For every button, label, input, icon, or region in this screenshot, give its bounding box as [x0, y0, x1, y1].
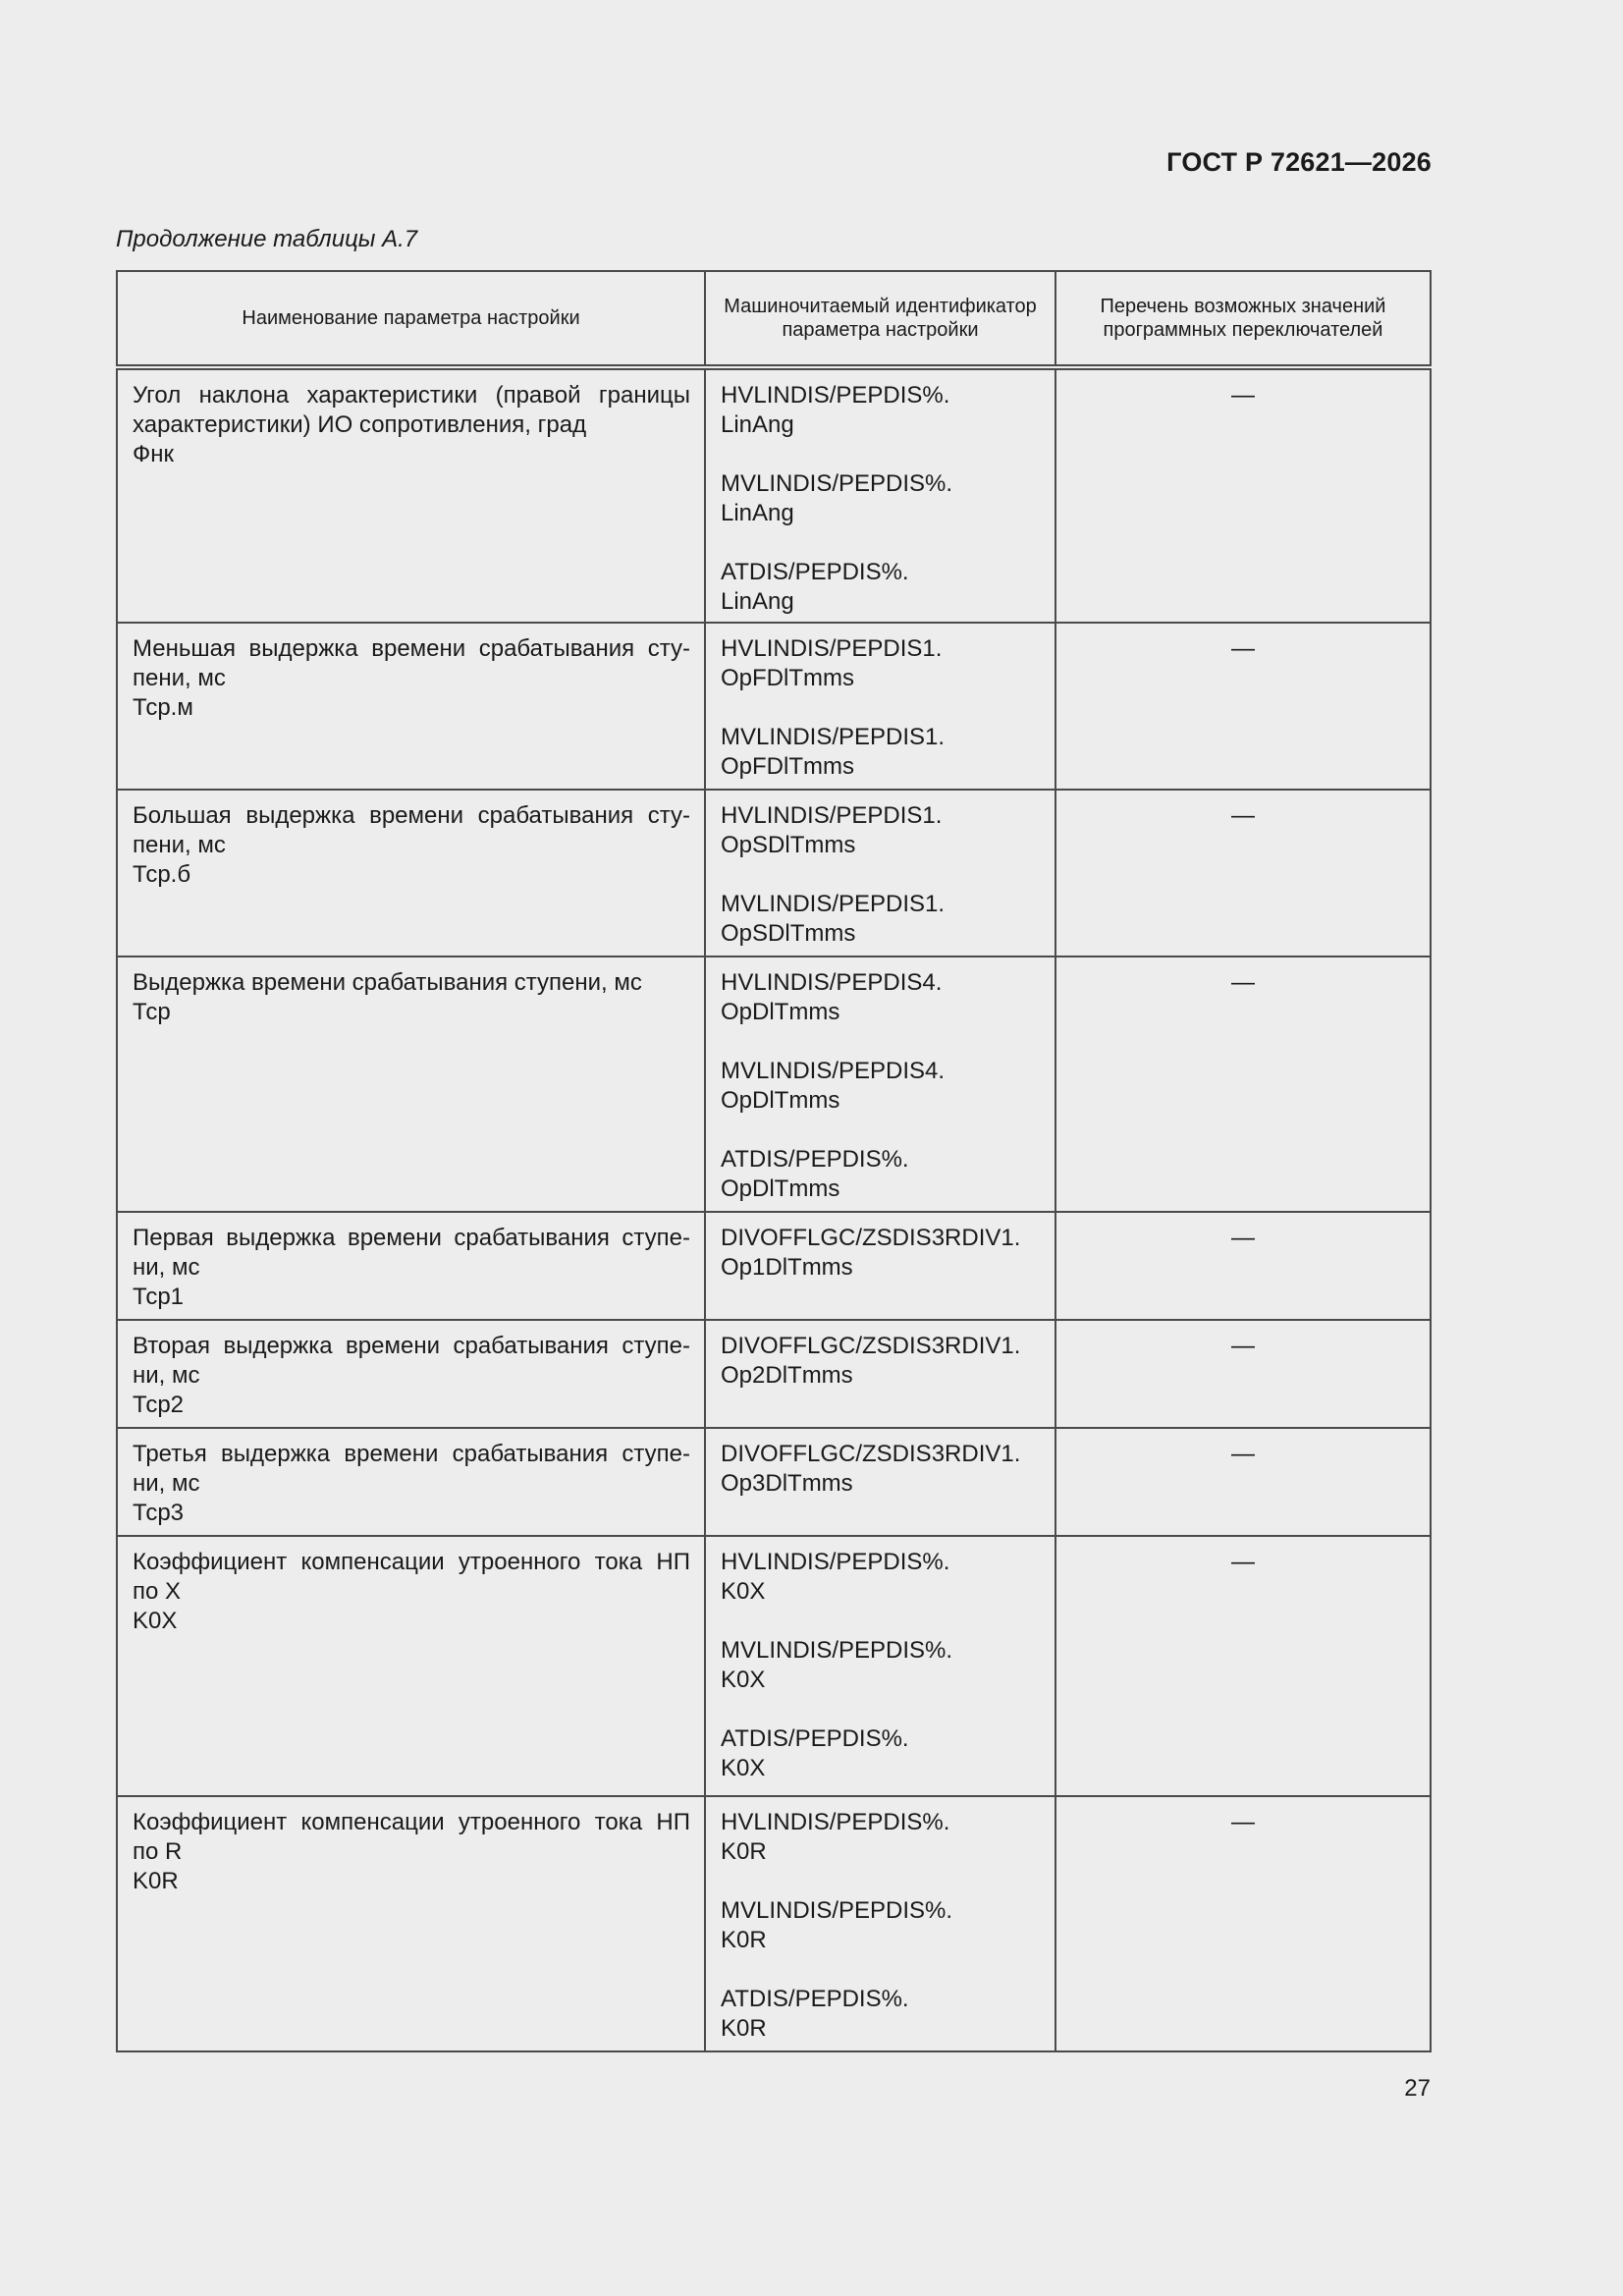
parameters-table — [116, 270, 1432, 2052]
identifier-group — [721, 634, 1045, 693]
identifier-group — [721, 1440, 1045, 1499]
switch-values-cell: — — [1055, 790, 1431, 957]
identifier-group — [721, 723, 1045, 782]
switch-values-cell: — — [1055, 1428, 1431, 1536]
parameter-symbol: K0X — [133, 1608, 178, 1634]
column-header-identifier: Машиночитаемый идентификатор параметра настройки — [705, 271, 1055, 367]
parameter-name: Угол наклона характеристики (правой границы характеристики) ИО сопротивления, град — [133, 382, 690, 438]
switch-values-cell: — — [1055, 1212, 1431, 1320]
identifier-line: DIVOFFLGC/ZSDIS3RDIV1. — [721, 1333, 1021, 1359]
identifier-line: MVLINDIS/PEPDIS1. — [721, 724, 946, 750]
identifier-line: DIVOFFLGC/ZSDIS3RDIV1. — [721, 1441, 1021, 1467]
identifier-line: LinAng — [721, 411, 794, 438]
identifier-group — [721, 1985, 1045, 2044]
identifier-group — [721, 1057, 1045, 1116]
parameter-name: Коэффициент компенсации утроенного тока НП по X — [133, 1549, 690, 1605]
parameter-name-cell — [117, 623, 705, 790]
parameter-name-cell — [117, 1212, 705, 1320]
parameter-symbol: Тср1 — [133, 1284, 185, 1310]
parameter-name: Первая выдержка времени срабатывания ступе-ни, мс — [133, 1225, 690, 1281]
table-row — [117, 1428, 1431, 1536]
identifier-cell — [705, 367, 1055, 623]
identifier-line: K0R — [721, 1838, 767, 1865]
parameter-name-cell — [117, 790, 705, 957]
parameter-name: Вторая выдержка времени срабатывания ступе-ни, мс — [133, 1333, 690, 1389]
identifier-line: DIVOFFLGC/ZSDIS3RDIV1. — [721, 1225, 1021, 1251]
identifier-group — [721, 1808, 1045, 1867]
switch-values-cell: — — [1055, 367, 1431, 623]
identifier-cell — [705, 1320, 1055, 1428]
identifier-cell — [705, 623, 1055, 790]
identifier-line: K0R — [721, 1927, 767, 1953]
identifier-line: OpDlTmms — [721, 999, 840, 1025]
parameter-symbol: K0R — [133, 1868, 179, 1894]
table-row — [117, 1320, 1431, 1428]
parameter-symbol: Тср2 — [133, 1392, 185, 1418]
identifier-group — [721, 1724, 1045, 1783]
identifier-line: ATDIS/PEPDIS%. — [721, 1725, 909, 1752]
identifier-cell — [705, 1212, 1055, 1320]
identifier-line: HVLINDIS/PEPDIS%. — [721, 1809, 950, 1835]
document-header: ГОСТ Р 72621—2026 — [1166, 147, 1432, 177]
identifier-line: OpSDlTmms — [721, 832, 856, 858]
identifier-cell — [705, 1536, 1055, 1796]
identifier-line: HVLINDIS/PEPDIS%. — [721, 382, 950, 409]
identifier-line: K0X — [721, 1667, 766, 1693]
parameter-name-cell — [117, 1796, 705, 2051]
identifier-group — [721, 890, 1045, 949]
identifier-group — [721, 1332, 1045, 1391]
table-row — [117, 1212, 1431, 1320]
identifier-line: ATDIS/PEPDIS%. — [721, 1146, 909, 1173]
identifier-group — [721, 1145, 1045, 1204]
table-row — [117, 367, 1431, 623]
identifier-line: MVLINDIS/PEPDIS%. — [721, 1897, 953, 1924]
table-row — [117, 957, 1431, 1212]
identifier-line: HVLINDIS/PEPDIS1. — [721, 635, 943, 662]
identifier-line: MVLINDIS/PEPDIS%. — [721, 470, 953, 497]
identifier-line: K0R — [721, 2015, 767, 2042]
identifier-line: HVLINDIS/PEPDIS%. — [721, 1549, 950, 1575]
identifier-cell — [705, 1796, 1055, 2051]
page-number: 27 — [1404, 2075, 1431, 2102]
identifier-line: K0X — [721, 1578, 766, 1605]
identifier-line: OpDlTmms — [721, 1087, 840, 1114]
identifier-line: MVLINDIS/PEPDIS1. — [721, 891, 946, 917]
parameter-name: Коэффициент компенсации утроенного тока НП по R — [133, 1809, 690, 1865]
identifier-group — [721, 1548, 1045, 1607]
identifier-line: ATDIS/PEPDIS%. — [721, 559, 909, 585]
table-caption: Продолжение таблицы А.7 — [116, 226, 418, 252]
column-header-name: Наименование параметра настройки — [117, 271, 705, 367]
identifier-cell — [705, 790, 1055, 957]
identifier-line: OpFDlTmms — [721, 665, 854, 691]
switch-values-cell: — — [1055, 1536, 1431, 1796]
identifier-line: Op3DlTmms — [721, 1470, 853, 1497]
identifier-group — [721, 469, 1045, 528]
switch-values-cell: — — [1055, 1320, 1431, 1428]
identifier-cell — [705, 957, 1055, 1212]
identifier-group — [721, 558, 1045, 617]
table-body — [117, 367, 1431, 2051]
identifier-group — [721, 1224, 1045, 1283]
identifier-line: Op2DlTmms — [721, 1362, 853, 1389]
table-header — [117, 271, 1431, 367]
identifier-line: K0X — [721, 1755, 766, 1781]
parameter-name: Большая выдержка времени срабатывания сту-пени, мс — [133, 802, 690, 858]
identifier-line: OpDlTmms — [721, 1175, 840, 1202]
table-row — [117, 1536, 1431, 1796]
identifier-cell — [705, 1428, 1055, 1536]
table-row — [117, 623, 1431, 790]
identifier-group — [721, 381, 1045, 440]
identifier-line: OpFDlTmms — [721, 753, 854, 780]
parameter-symbol: Фнк — [133, 441, 174, 467]
identifier-line: LinAng — [721, 500, 794, 526]
identifier-line: MVLINDIS/PEPDIS%. — [721, 1637, 953, 1664]
identifier-line: OpSDlTmms — [721, 920, 856, 947]
parameter-name: Выдержка времени срабатывания ступени, мс — [133, 969, 642, 996]
identifier-group — [721, 968, 1045, 1027]
parameter-symbol: Тср.б — [133, 861, 191, 888]
parameter-name: Третья выдержка времени срабатывания ступе-ни, мс — [133, 1441, 690, 1497]
identifier-line: LinAng — [721, 588, 794, 615]
parameter-name-cell — [117, 1320, 705, 1428]
switch-values-cell: — — [1055, 1796, 1431, 2051]
parameter-symbol: Тср — [133, 999, 171, 1025]
identifier-group — [721, 801, 1045, 860]
identifier-line: Op1DlTmms — [721, 1254, 853, 1281]
parameter-name-cell — [117, 1536, 705, 1796]
parameter-name-cell — [117, 957, 705, 1212]
identifier-line: MVLINDIS/PEPDIS4. — [721, 1058, 946, 1084]
identifier-line: ATDIS/PEPDIS%. — [721, 1986, 909, 2012]
table-row — [117, 1796, 1431, 2051]
parameter-symbol: Тср3 — [133, 1500, 185, 1526]
switch-values-cell: — — [1055, 957, 1431, 1212]
identifier-line: HVLINDIS/PEPDIS4. — [721, 969, 943, 996]
parameter-name-cell — [117, 367, 705, 623]
column-header-values: Перечень возможных значений программных переключателей — [1055, 271, 1431, 367]
parameter-name-cell — [117, 1428, 705, 1536]
parameter-name: Меньшая выдержка времени срабатывания сту-пени, мс — [133, 635, 690, 691]
parameter-symbol: Тср.м — [133, 694, 193, 721]
identifier-group — [721, 1896, 1045, 1955]
switch-values-cell: — — [1055, 623, 1431, 790]
identifier-line: HVLINDIS/PEPDIS1. — [721, 802, 943, 829]
identifier-group — [721, 1636, 1045, 1695]
table-row — [117, 790, 1431, 957]
